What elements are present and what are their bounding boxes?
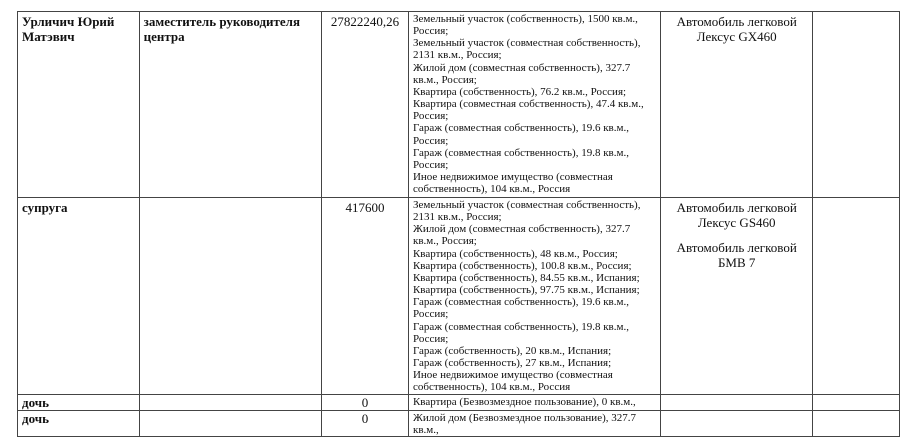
person-name: супруга xyxy=(18,198,140,395)
income-value: 0 xyxy=(322,410,409,436)
property-item: Гараж (совместная собственность), 19.6 кв.м., Россия; xyxy=(412,122,629,147)
other-cell xyxy=(813,198,900,395)
property-list xyxy=(408,394,660,410)
property-item: Иное недвижимое имущество (совместная собственность), 104 кв.м., Россия xyxy=(412,369,613,394)
property-item: Земельный участок (совместная собственность), 2131 кв.м., Россия; xyxy=(412,37,641,62)
other-cell xyxy=(813,12,900,198)
property-item: Жилой дом (совместная собственность), 327.7 кв.м., Россия; xyxy=(412,61,631,86)
property-item: Гараж (собственность), 20 кв.м., Испания; xyxy=(412,344,612,357)
person-name: дочь xyxy=(18,394,140,410)
property-list xyxy=(408,410,660,436)
person-name: Урличич Юрий Матэвич xyxy=(18,12,140,198)
property-item: Квартира (собственность), 97.75 кв.м., Испания; xyxy=(412,284,640,297)
property-item: Гараж (совместная собственность), 19.6 кв.м., Россия; xyxy=(412,296,629,321)
person-position xyxy=(139,394,321,410)
table-row xyxy=(18,12,900,198)
property-item: Квартира (совместная собственность), 47.4 кв.м., Россия; xyxy=(412,98,644,123)
vehicle-item: Автомобиль легковой Лексус GS460 xyxy=(676,200,797,230)
property-item: Квартира (собственность), 84.55 кв.м., Испания; xyxy=(412,271,640,284)
property-item: Квартира (собственность), 76.2 кв.м., Россия; xyxy=(412,85,627,98)
property-item: Жилой дом (Безвозмездное пользование), 327.7 кв.м., xyxy=(412,411,636,436)
property-item: Гараж (совместная собственность), 19.8 кв.м., Россия; xyxy=(412,320,629,345)
vehicle-list xyxy=(660,198,813,395)
vehicle-list xyxy=(660,12,813,198)
person-position: заместитель руководителя центра xyxy=(139,12,321,198)
property-list xyxy=(408,198,660,395)
income-value: 417600 xyxy=(322,198,409,395)
vehicle-item: Автомобиль легковой Лексус GX460 xyxy=(676,14,797,44)
income-value: 0 xyxy=(322,394,409,410)
property-item: Земельный участок (совместная собственность), 2131 кв.м., Россия; xyxy=(412,199,641,224)
property-item: Земельный участок (собственность), 1500 кв.м., Россия; xyxy=(412,13,638,38)
income-value: 27822240,26 xyxy=(322,12,409,198)
table-row xyxy=(18,198,900,395)
other-cell xyxy=(813,410,900,436)
person-position xyxy=(139,198,321,395)
table-row xyxy=(18,410,900,436)
declaration-table xyxy=(17,11,900,437)
table-row xyxy=(18,394,900,410)
property-item: Квартира (собственность), 48 кв.м., Россия; xyxy=(412,247,618,260)
property-item: Гараж (собственность), 27 кв.м., Испания; xyxy=(412,357,612,370)
property-item: Жилой дом (совместная собственность), 327.7 кв.м., Россия; xyxy=(412,223,631,248)
person-position xyxy=(139,410,321,436)
property-item: Иное недвижимое имущество (совместная собственность), 104 кв.м., Россия xyxy=(412,171,613,196)
property-item: Гараж (совместная собственность), 19.8 кв.м., Россия; xyxy=(412,146,629,171)
other-cell xyxy=(813,394,900,410)
property-list xyxy=(408,12,660,198)
vehicle-list xyxy=(660,394,813,410)
property-item: Квартира (собственность), 100.8 кв.м., Россия; xyxy=(412,259,632,272)
vehicle-list xyxy=(660,410,813,436)
vehicle-item: Автомобиль легковой БМВ 7 xyxy=(676,240,797,270)
property-item: Квартира (Безвозмездное пользование), 0 кв.м., xyxy=(412,395,636,408)
person-name: дочь xyxy=(18,410,140,436)
